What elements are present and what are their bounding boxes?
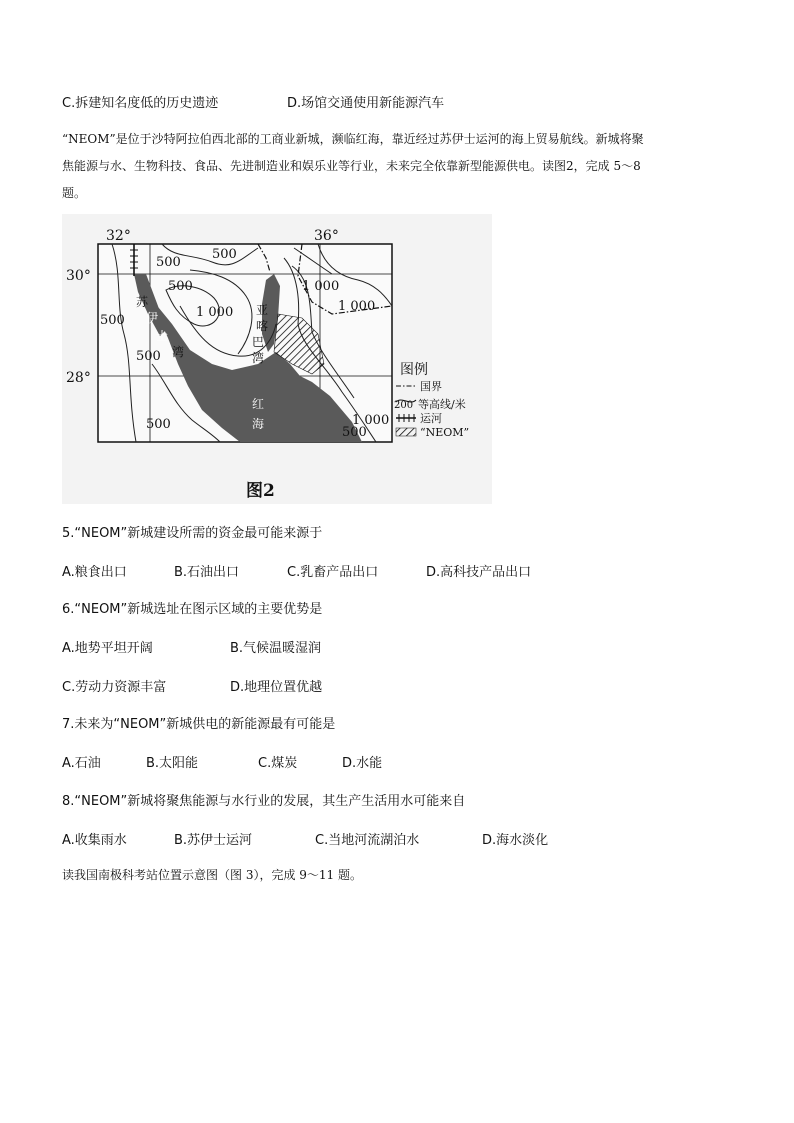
q8-option-b: B.苏伊士运河 — [174, 833, 253, 848]
q6-option-d: D.地理位置优越 — [230, 680, 323, 695]
contour-label: 500 — [156, 255, 181, 270]
place-label: 亚 — [256, 303, 269, 317]
figure-caption: 图2 — [246, 481, 275, 501]
contour-label: 500 — [212, 247, 237, 262]
q5-option-b: B.石油出口 — [174, 565, 240, 580]
lon-label-32: 32° — [106, 228, 131, 244]
passage-line-2: 焦能源与水、生物科技、食品、先进制造业和娱乐业等行业，未来完全依靠新型能源供电。读图2，完成 5～8 — [62, 159, 641, 173]
q6-option-c: C.劳动力资源丰富 — [62, 680, 167, 695]
passage-line-3: 题。 — [62, 186, 87, 200]
q8-stem: 8.“NEOM”新城将聚焦能源与水行业的发展，其生产生活用水可能来自 — [62, 794, 466, 809]
contour-label: 1 000 — [352, 413, 390, 428]
figure-3-intro: 读我国南极科考站位置示意图（图 3），完成 9～11 题。 — [62, 868, 362, 882]
q4-option-c: C.拆建知名度低的历史遗迹 — [62, 96, 219, 111]
contour-label: 1 000 — [196, 305, 234, 320]
lat-label-30: 30° — [66, 268, 91, 284]
q7-option-a: A.石油 — [62, 756, 101, 771]
place-label: 巴 — [252, 335, 265, 349]
q7-option-d: D.水能 — [342, 756, 383, 771]
lat-label-28: 28° — [66, 370, 91, 386]
q5-option-d: D.高科技产品出口 — [426, 565, 532, 580]
place-label: 伊 — [146, 311, 159, 325]
q6-option-b: B.气候温暖湿润 — [230, 641, 322, 656]
q8-option-d: D.海水淡化 — [482, 833, 549, 848]
place-label: 红 — [252, 397, 265, 411]
place-label: 海 — [252, 417, 265, 431]
legend-border-label: 国界 — [420, 380, 442, 393]
legend-neom-label: “NEOM” — [420, 426, 470, 439]
q5-option-a: A.粮食出口 — [62, 565, 127, 580]
contour-label: 500 — [146, 417, 171, 432]
lon-label-36: 36° — [314, 228, 339, 244]
q6-option-a: A.地势平坦开阔 — [62, 641, 153, 656]
contour-label: 500 — [168, 279, 193, 294]
q8-option-c: C.当地河流湖泊水 — [315, 833, 420, 848]
legend-contour-value: 200 — [394, 400, 414, 411]
q5-stem: 5.“NEOM”新城建设所需的资金最可能来源于 — [62, 526, 323, 541]
contour-label: 1 000 — [302, 279, 340, 294]
place-label: 湾 — [252, 351, 265, 365]
place-label: 喀 — [256, 319, 269, 333]
figure-2-map — [62, 214, 492, 504]
legend-neom-symbol — [396, 428, 416, 436]
q7-stem: 7.未来为“NEOM”新城供电的新能源最有可能是 — [62, 717, 336, 732]
q4-option-d: D.场馆交通使用新能源汽车 — [287, 96, 445, 111]
q5-option-c: C.乳畜产品出口 — [287, 565, 379, 580]
passage-line-1: “NEOM”是位于沙特阿拉伯西北部的工商业新城，濒临红海，靠近经过苏伊士运河的海上贸易航线。新城将聚 — [62, 132, 644, 146]
contour-label: 500 — [342, 425, 367, 440]
legend-title: 图例 — [400, 362, 428, 378]
place-label: 士 — [156, 329, 169, 343]
place-label: 苏 — [136, 295, 149, 309]
q6-stem: 6.“NEOM”新城选址在图示区域的主要优势是 — [62, 602, 323, 617]
legend-contour-label: 等高线/米 — [418, 398, 466, 411]
contour-label: 500 — [100, 313, 125, 328]
place-label: 湾 — [172, 345, 185, 359]
contour-label: 1 000 — [338, 299, 376, 314]
q7-option-c: C.煤炭 — [258, 756, 298, 771]
q7-option-b: B.太阳能 — [146, 756, 199, 771]
q8-option-a: A.收集雨水 — [62, 833, 127, 848]
legend-canal-label: 运河 — [420, 412, 442, 425]
contour-label: 500 — [136, 349, 161, 364]
